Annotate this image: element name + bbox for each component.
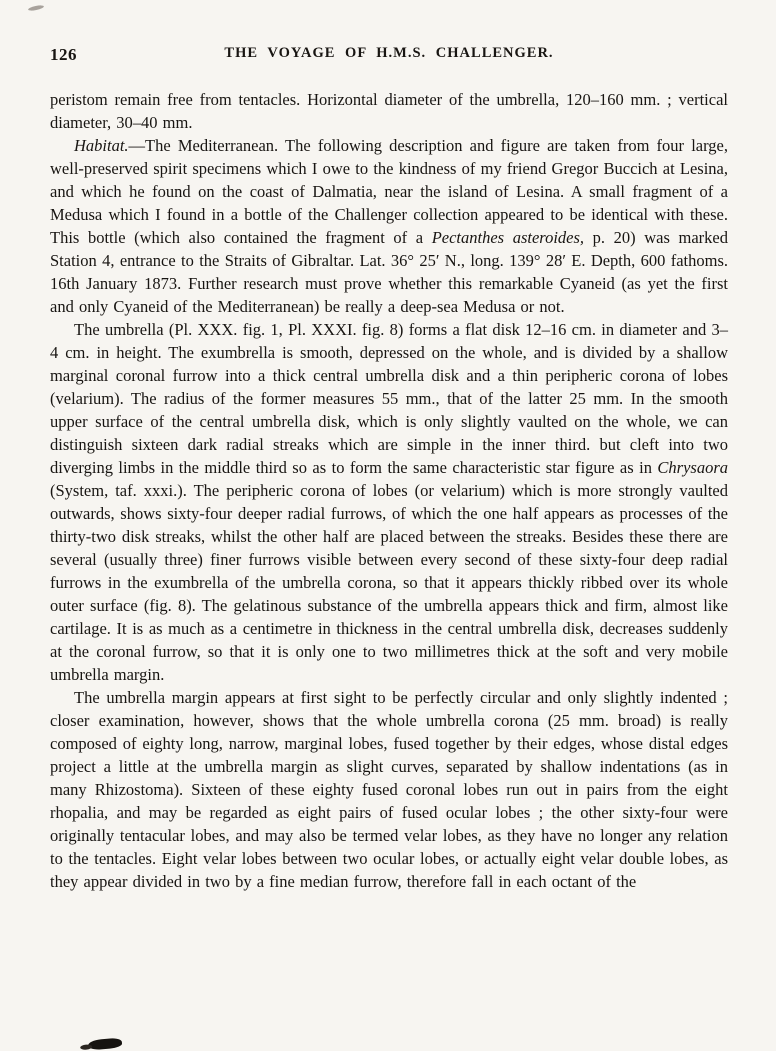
text-run: (System, taf. xxxi.). The peripheric corona of lobes (or velarium) which is more strongly vaulted outwards, shows sixty-four deeper radial furrows, of which the one half appears as processes of the thirty-two disk streaks, whilst the other half are placed between the streaks. Besides these there are several (usually three) finer furrows visible between every second of these sixty-four deep radial furrows in the exumbrella of the umbrella corona, so that it appears thickly ribbed over its whole outer surface (fig. 8). The gelatinous substance of the umbrella appears thick and firm, almost like cartilage. It is as much as a centimetre in thickness in the central umbrella disk, decreases suddenly at the coronal furrow, so that it is only one to two millimetres thick at the soft and very mobile umbrella margin. [50,481,728,684]
text-run: —The Mediterranean. The following description and figure are taken from four large, well-preserved spirit specimens which I owe to the kindness of my friend Gregor Buccich at Lesina, and which he found on the coast of Dalmatia, near the island of Lesina. A small fragment of a Medusa which I found in a bottle of the Challenger collection appeared to be identical with these. This bottle (which also contained the fragment of a [50,136,728,247]
scan-artifact-bottom [88,1038,123,1051]
text-run-italic: Habitat. [74,136,129,155]
text-run: p. 20) was marked Station 4, entrance to the Straits of Gibraltar. Lat. 36° 25′ N., long. 139° 28′ E. Depth, 600 fathoms. 16th January 1873. Further research must prove whether this remarkable Cyaneid (as yet the first and only Cyaneid of the Mediterranean) be really a deep-sea Medusa or not. [50,228,728,316]
paragraph [50,686,728,893]
paragraph [50,88,728,134]
running-title: THE VOYAGE OF H.M.S. CHALLENGER. [224,45,554,61]
text-run-italic: Chrysaora [657,458,728,477]
page-header [50,44,728,66]
paragraph [50,318,728,686]
scan-artifact-top [28,4,44,11]
page-body [50,88,728,893]
paragraph [50,134,728,318]
text-run-italic: Pectanthes asteroides, [431,228,585,247]
page-number: 126 [50,45,77,64]
text-run: The umbrella margin appears at first sight to be perfectly circular and only slightly indented ; closer examination, however, shows that the whole umbrella corona (25 mm. broad) is really composed of eighty long, narrow, marginal lobes, fused together by their edges, whose distal edges project a little at the umbrella margin as slight curves, separated by shallow indentations (as in many Rhizostoma). Sixteen of these eighty fused coronal lobes run out in pairs from the eight rhopalia, and may be regarded as eight pairs of fused ocular lobes ; the other sixty-four were originally tentacular lobes, and may also be termed velar lobes, as they have no longer any relation to the tentacles. Eight velar lobes between two ocular lobes, or actually eight velar double lobes, as they appear divided in two by a fine median furrow, therefore fall in each octant of the [50,688,728,891]
text-run: The umbrella (Pl. XXX. fig. 1, Pl. XXXI. fig. 8) forms a flat disk 12–16 cm. in diameter and 3–4 cm. in height. The exumbrella is smooth, depressed on the whole, and is divided by a shallow marginal coronal furrow into a thick central umbrella disk and a thin peripheric corona of lobes (velarium). The radius of the former measures 55 mm., that of the latter 25 mm. In the smooth upper surface of the central umbrella disk, which is only slightly vaulted on the whole, we can distinguish sixteen dark radial streaks which are simple in the inner third. but cleft into two diverging limbs in the middle third so as to form the same characteristic star figure as in [50,320,728,477]
text-run: peristom remain free from tentacles. Horizontal diameter of the umbrella, 120–160 mm. ; vertical diameter, 30–40 mm. [50,90,728,132]
